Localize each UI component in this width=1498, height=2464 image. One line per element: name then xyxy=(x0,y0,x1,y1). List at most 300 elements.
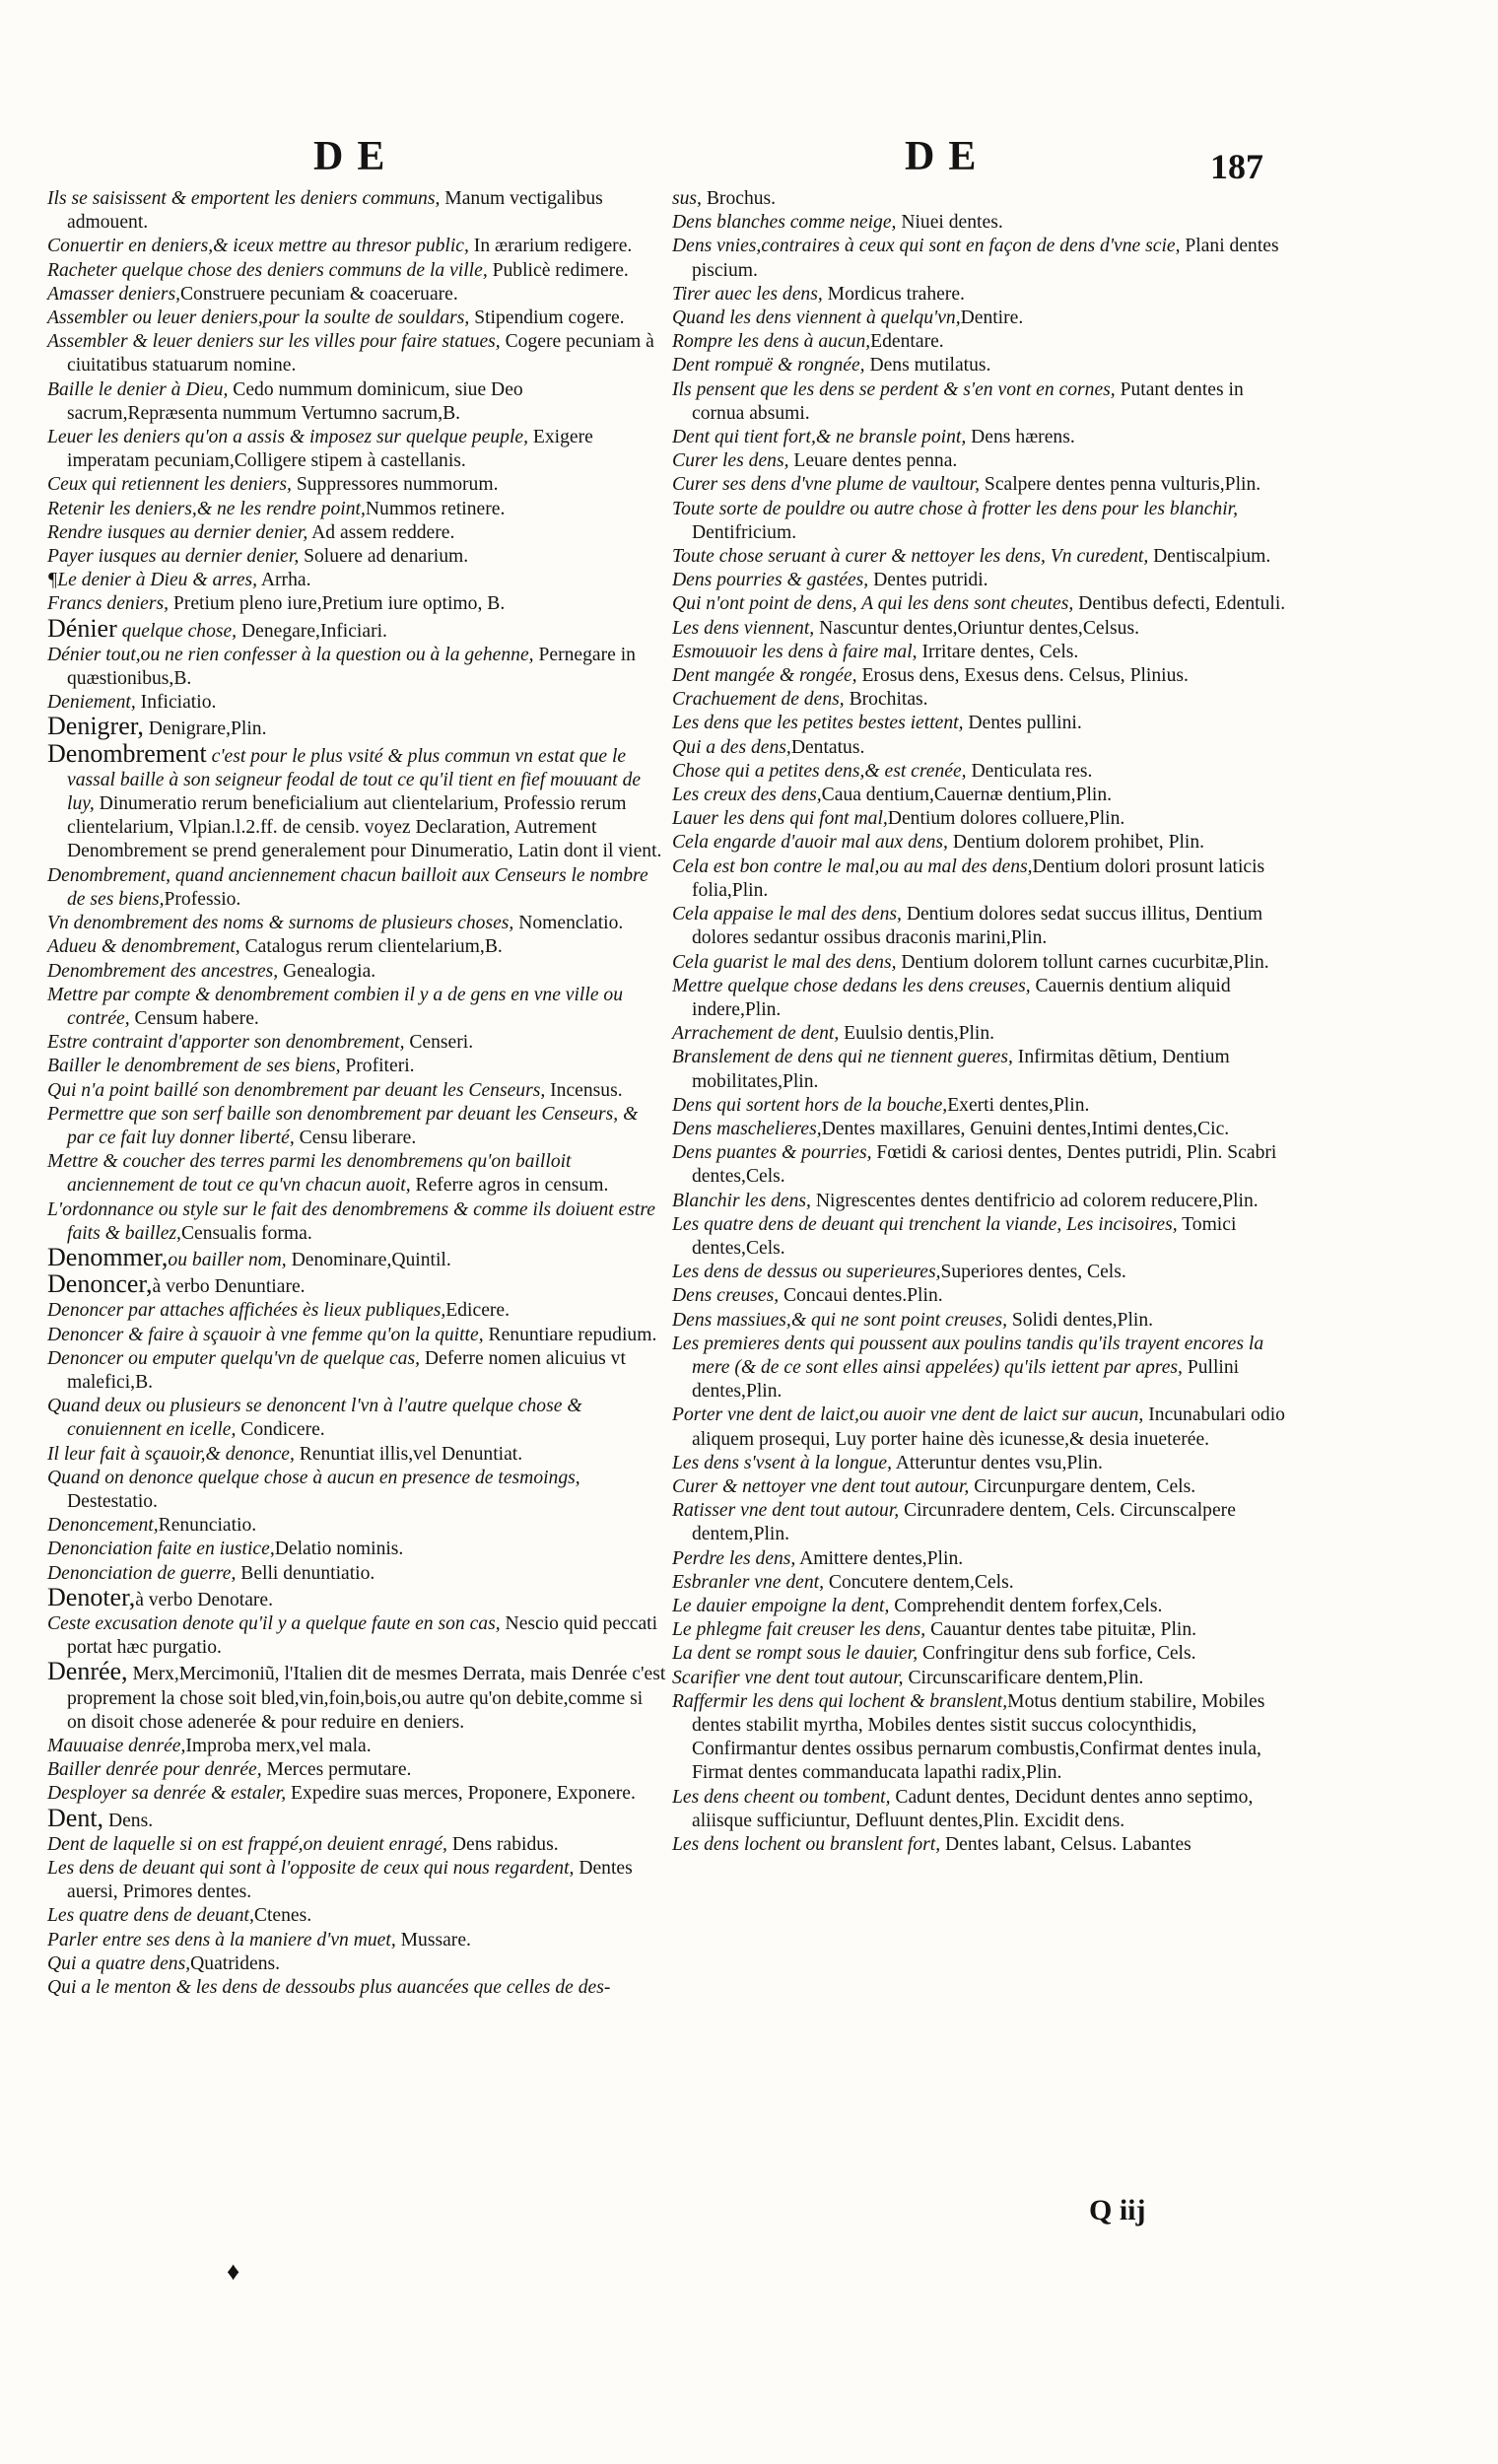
dictionary-entry xyxy=(47,1582,666,1612)
entry-latin: Pernegare in quæstionibus,B. xyxy=(67,644,636,690)
entry-french: Qui a des dens, xyxy=(672,736,791,758)
entry-french: Denoncer ou emputer quelqu'vn de quelque cas, xyxy=(47,1347,420,1369)
dictionary-entry xyxy=(672,784,1295,807)
dictionary-entry xyxy=(672,283,1295,307)
dictionary-entry xyxy=(672,426,1295,449)
dictionary-entry xyxy=(672,641,1295,664)
dictionary-entry xyxy=(47,569,666,592)
entry-french: Esbranler vne dent, xyxy=(672,1571,824,1593)
entry-latin: Exerti dentes,Plin. xyxy=(947,1094,1090,1116)
entry-french: Les dens que les petites bestes iettent, xyxy=(672,713,964,734)
dictionary-entry xyxy=(47,378,666,426)
entry-latin: Motus dentium stabilire, Mobiles dentes stabilit myrtha, Mobiles dentes sistit succus colocynthidis, Confirmantur dentes ossibus pernarum combustis,Confirmat dentes inula, Firmat dentes commanducata lapathi radix,Plin. xyxy=(692,1690,1265,1784)
entry-latin: Ctenes. xyxy=(253,1905,312,1927)
entry-french: Les quatre dens de deuant, xyxy=(47,1905,254,1927)
entry-french: Les dens de dessus ou superieures, xyxy=(672,1262,941,1283)
entry-latin: Fœtidi & cariosi dentes, Dentes putridi, Plin. Scabri dentes,Cels. xyxy=(692,1142,1277,1188)
entry-latin: Superiores dentes, Cels. xyxy=(940,1262,1126,1283)
entry-french: Perdre les dens, xyxy=(672,1547,796,1569)
dictionary-entry xyxy=(47,1242,666,1272)
dictionary-entry xyxy=(47,235,666,258)
entry-french: Denombrement, quand anciennement chacun bailloit aux Censeurs le nombre de ses biens, xyxy=(47,864,648,910)
dictionary-entry xyxy=(672,1618,1295,1642)
dictionary-entry xyxy=(672,235,1295,282)
dictionary-entry xyxy=(47,935,666,959)
entry-latin: Dentibus defecti, Edentuli. xyxy=(1073,593,1286,615)
entry-latin: Dentes auersi, Primores dentes. xyxy=(67,1858,633,1903)
entry-latin: à verbo Denotare. xyxy=(135,1589,274,1610)
dictionary-entry xyxy=(672,307,1295,330)
entry-latin: Renuntiare repudium. xyxy=(483,1324,657,1345)
dictionary-entry xyxy=(47,1562,666,1586)
dictionary-entry xyxy=(47,644,666,691)
dictionary-entry xyxy=(672,1667,1295,1690)
entry-latin: Censum habere. xyxy=(129,1007,259,1029)
entry-latin: Nescio quid peccati portat hæc purgatio. xyxy=(67,1612,658,1659)
dictionary-entry xyxy=(47,1538,666,1561)
dictionary-entry xyxy=(672,354,1295,377)
entry-french: Les quatre dens de deuant qui trenchent la viande, Les incisoires, xyxy=(672,1213,1178,1235)
dictionary-entry xyxy=(47,1150,666,1198)
dictionary-entry xyxy=(47,1904,666,1928)
entry-latin: Dentes pullini. xyxy=(963,713,1082,734)
dictionary-entry xyxy=(47,1079,666,1103)
entry-french: Denoncement, xyxy=(47,1515,159,1537)
entry-latin: In ærarium redigere. xyxy=(468,236,633,257)
entry-latin: Denigrare,Plin. xyxy=(143,719,267,740)
entry-french: Payer iusques au dernier denier, xyxy=(47,546,300,568)
entry-latin: Infirmitas dẽtium, Dentium mobilitates,Plin. xyxy=(692,1047,1230,1092)
entry-french: Dens massiues,& qui ne sont point creuses, xyxy=(672,1309,1007,1331)
entry-french: Blanchir les dens, xyxy=(672,1190,811,1211)
entry-latin: Publicè redimere. xyxy=(487,259,629,281)
entry-latin: Denticulata res. xyxy=(966,760,1093,782)
entry-french: Cela est bon contre le mal,ou au mal des dens, xyxy=(672,856,1033,877)
entry-french: Dénier tout,ou ne rien confesser à la question ou à la gehenne, xyxy=(47,644,534,665)
entry-latin: Circunscarificare dentem,Plin. xyxy=(903,1667,1144,1688)
entry-latin: Dentiscalpium. xyxy=(1148,546,1271,568)
dictionary-entry xyxy=(672,449,1295,473)
entry-latin: Improba merx,vel mala. xyxy=(185,1736,372,1756)
entry-latin: Pullini dentes,Plin. xyxy=(692,1356,1240,1403)
dictionary-entry xyxy=(672,545,1295,569)
dictionary-entry xyxy=(672,1642,1295,1666)
dictionary-entry xyxy=(47,738,666,864)
dictionary-entry xyxy=(47,1612,666,1660)
entry-latin: Dens mutilatus. xyxy=(864,355,991,376)
entry-latin: Solidi dentes,Plin. xyxy=(1006,1309,1154,1331)
entry-french: quelque chose, xyxy=(116,620,238,642)
dictionary-entry xyxy=(672,1403,1295,1451)
dictionary-entry xyxy=(672,1833,1295,1857)
dictionary-entry xyxy=(47,1929,666,1952)
entry-french: Vn denombrement des noms & surnoms de plusieurs choses, xyxy=(47,913,514,934)
entry-french: Mettre par compte & denombrement combien il y a de gens en vne ville ou contrée, xyxy=(47,984,624,1029)
entry-french: c'est pour le plus vsité & plus commun vn estat que le vassal baille à son seigneur feodal de tout ce qu'il tient en fief mouuant de luy, xyxy=(67,745,642,815)
dictionary-entry xyxy=(47,1857,666,1904)
dictionary-entry xyxy=(672,807,1295,831)
entry-latin: Dinumeratio rerum beneficialium aut clientelarium, Professio rerum clientelarium, Vlpian.l.2.ff. de censib. voyez Declaration, Autrement Denombrement se prend generalement pour Dinumeratio, Latin dont il vient. xyxy=(67,793,662,862)
entry-french: Dens maschelieres, xyxy=(672,1118,822,1139)
entry-latin: Dentium dolorem prohibet, Plin. xyxy=(947,832,1205,854)
entry-latin: Nascuntur dentes,Oriuntur dentes,Celsus. xyxy=(814,617,1139,639)
dictionary-entry xyxy=(672,736,1295,760)
dictionary-entry xyxy=(672,688,1295,712)
entry-latin: Tomici dentes,Cels. xyxy=(692,1213,1237,1259)
dictionary-entry xyxy=(672,951,1295,975)
entry-latin: Erosus dens, Exesus dens. Celsus, Plinius. xyxy=(856,665,1189,687)
dictionary-entry xyxy=(672,1475,1295,1499)
entry-french: Mauuaise denrée, xyxy=(47,1736,186,1756)
dictionary-entry xyxy=(672,187,1295,211)
entry-french: Leuer les deniers qu'on a assis & imposez sur quelque peuple, xyxy=(47,427,529,448)
entry-french: Dens puantes & pourries, xyxy=(672,1142,872,1164)
entry-latin: Dens hærens. xyxy=(966,427,1075,448)
entry-french: Racheter quelque chose des deniers communs de la ville, xyxy=(47,259,488,281)
entry-latin: Dentire. xyxy=(960,308,1024,329)
entry-latin: Brochus. xyxy=(701,188,777,209)
entry-french: Qui a quatre dens, xyxy=(47,1952,191,1974)
entry-french: Qui n'ont point de dens, A qui les dens sont cheutes, xyxy=(672,593,1074,615)
entry-latin: Delatio nominis. xyxy=(274,1539,404,1560)
dictionary-entry xyxy=(672,1786,1295,1833)
left-column xyxy=(47,187,666,2000)
entry-latin: Niuei dentes. xyxy=(896,212,1003,234)
entry-latin: Quatridens. xyxy=(190,1952,281,1974)
entry-latin: Scalpere dentes penna vulturis,Plin. xyxy=(980,474,1261,496)
entry-latin: Merx,Mercimoniũ, l'Italien dit de mesmes Derrata, mais Denrée c'est proprement la chose soit bled,vin,foin,bois,ou autre qu'on debite,comme si on disoit chose adenerée & pour reduire en deniers. xyxy=(67,1664,666,1733)
dictionary-entry xyxy=(47,1347,666,1395)
entry-french: Quand on denonce quelque chose à aucun en presence de tesmoings, xyxy=(47,1467,580,1488)
entry-latin: Dentium dolores colluere,Plin. xyxy=(887,808,1125,830)
dictionary-entry xyxy=(47,613,666,644)
entry-latin: Euulsio dentis,Plin. xyxy=(839,1023,995,1045)
entry-latin: Pretium pleno iure,Pretium iure optimo, B. xyxy=(169,593,506,615)
entry-latin: Renuntiat illis,vel Denuntiat. xyxy=(294,1443,523,1465)
entry-latin: Construere pecuniam & coaceruare. xyxy=(179,283,458,305)
entry-french: Les dens lochent ou branslent fort, xyxy=(672,1834,941,1856)
dictionary-entry xyxy=(672,975,1295,1022)
entry-french: Les dens de deuant qui sont à l'opposite de ceux qui nous regardent, xyxy=(47,1858,575,1880)
entry-french: Denombrement des ancestres, xyxy=(47,960,279,982)
dictionary-entry xyxy=(672,569,1295,592)
entry-french: Ils pensent que les dens se perdent & s'en vont en cornes, xyxy=(672,378,1116,400)
dictionary-entry xyxy=(47,1443,666,1467)
entry-latin: Dentes labant, Celsus. Labantes xyxy=(940,1834,1192,1856)
entry-french: Estre contraint d'apporter son denombrement, xyxy=(47,1032,405,1054)
entry-french: Dens qui sortent hors de la bouche, xyxy=(672,1094,948,1116)
dictionary-entry xyxy=(47,1803,666,1833)
entry-latin: Referre agros in censum. xyxy=(410,1175,609,1197)
entry-french: Bailler le denombrement de ses biens, xyxy=(47,1056,341,1077)
entry-latin: Soluere ad denarium. xyxy=(299,546,469,568)
dictionary-entry xyxy=(47,1055,666,1078)
dictionary-entry xyxy=(672,1452,1295,1475)
entry-latin: Dentifricium. xyxy=(692,521,797,543)
entry-latin: Dentes putridi. xyxy=(868,570,988,591)
entry-latin: Circunpurgare dentem, Cels. xyxy=(969,1475,1196,1497)
entry-french: Curer ses dens d'vne plume de vaultour, xyxy=(672,474,981,496)
entry-headword-large: Dent, xyxy=(47,1803,104,1832)
entry-latin: Plani dentes piscium. xyxy=(692,236,1279,281)
entry-french: Ceux qui retiennent les deniers, xyxy=(47,474,292,496)
entry-latin: Cadunt dentes, Decidunt dentes anno septimo, aliisque sufficiuntur, Defluunt dentes,Plin. Excidit dens. xyxy=(692,1786,1254,1831)
entry-french: Retenir les deniers,& ne les rendre point, xyxy=(47,498,366,519)
dictionary-entry xyxy=(47,283,666,307)
dictionary-entry xyxy=(672,1595,1295,1618)
entry-french: Mettre & coucher des terres parmi les denombremens qu'on bailloit anciennement de tout ce qu'vn chacun auoit, xyxy=(47,1151,572,1197)
entry-french: ¶Le denier à Dieu & arres, xyxy=(47,570,258,591)
entry-french: Le phlegme fait creuser les dens, xyxy=(672,1619,926,1641)
entry-french: Qui n'a point baillé son denombrement par deuant les Censeurs, xyxy=(47,1079,546,1101)
entry-french: Les dens cheent ou tombent, xyxy=(672,1786,891,1808)
entry-latin: Denegare,Inficiari. xyxy=(237,620,387,642)
entry-latin: Destestatio. xyxy=(67,1490,158,1512)
dictionary-entry xyxy=(47,1782,666,1806)
entry-french: Denonciation de guerre, xyxy=(47,1562,237,1584)
entry-latin: Dentatus. xyxy=(790,736,865,758)
dictionary-entry xyxy=(672,856,1295,903)
entry-latin: Incunabulari odio aliquem prosequi, Luy porter haine dès icunesse,& desia inueterée. xyxy=(692,1404,1285,1450)
dictionary-entry xyxy=(47,1269,666,1299)
entry-latin: à verbo Denuntiare. xyxy=(152,1276,306,1298)
dictionary-entry xyxy=(672,712,1295,735)
entry-latin: Exigere imperatam pecuniam,Colligere stipem à castellanis. xyxy=(67,427,593,472)
dictionary-entry xyxy=(47,1299,666,1323)
dictionary-entry xyxy=(47,307,666,330)
entry-latin: Mordicus trahere. xyxy=(822,283,965,305)
dictionary-entry xyxy=(47,1976,666,2000)
entry-latin: Atteruntur dentes vsu,Plin. xyxy=(891,1452,1103,1473)
dictionary-entry xyxy=(47,187,666,235)
entry-latin: Brochitas. xyxy=(844,689,928,711)
entry-latin: Nomenclatio. xyxy=(513,913,624,934)
entry-french: Baille le denier à Dieu, xyxy=(47,378,229,400)
entry-french: Les dens s'vsent à la longue, xyxy=(672,1452,892,1473)
entry-latin: Ad assem reddere. xyxy=(307,521,455,543)
entry-french: Assembler ou leuer deniers,pour la soulte de souldars, xyxy=(47,308,470,329)
dictionary-entry xyxy=(672,330,1295,354)
entry-latin: Suppressores nummorum. xyxy=(291,474,499,496)
entry-french: Adueu & denombrement, xyxy=(47,936,240,958)
entry-latin: Belli denuntiatio. xyxy=(236,1562,375,1584)
entry-latin: Incensus. xyxy=(545,1079,623,1101)
dictionary-entry xyxy=(672,1118,1295,1141)
entry-french: Mettre quelque chose dedans les dens creuses, xyxy=(672,975,1031,996)
dictionary-entry xyxy=(672,1333,1295,1404)
entry-latin: Genealogia. xyxy=(278,960,376,982)
entry-latin: Denominare,Quintil. xyxy=(286,1249,451,1270)
entry-french: Ratisser vne dent tout autour, xyxy=(672,1500,900,1522)
dictionary-entry xyxy=(47,1833,666,1857)
printer-signature: Q iij xyxy=(1089,2194,1146,2226)
dictionary-entry xyxy=(47,712,666,741)
entry-latin: Circunradere dentem, Cels. Circunscalpere dentem,Plin. xyxy=(692,1500,1236,1545)
entry-latin: Edentare. xyxy=(870,331,944,353)
entry-latin: Merces permutare. xyxy=(261,1759,412,1781)
dictionary-entry xyxy=(47,330,666,377)
entry-french: Deniement, xyxy=(47,692,136,714)
entry-french: Rompre les dens à aucun, xyxy=(672,331,871,353)
entry-french: Dens pourries & gastées, xyxy=(672,570,869,591)
dictionary-entry xyxy=(47,1467,666,1514)
entry-french: Raffermir les dens qui lochent & branslent, xyxy=(672,1690,1008,1712)
entry-latin: Dentes maxillares, Genuini dentes,Intimi dentes,Cic. xyxy=(821,1118,1230,1139)
dictionary-entry xyxy=(672,1190,1295,1213)
entry-latin: Concutere dentem,Cels. xyxy=(824,1571,1014,1593)
dictionary-entry xyxy=(672,498,1295,545)
dictionary-entry xyxy=(672,1309,1295,1333)
entry-french: Amasser deniers, xyxy=(47,283,180,305)
dictionary-entry xyxy=(47,1031,666,1055)
entry-french: Scarifier vne dent tout autour, xyxy=(672,1667,904,1688)
dictionary-entry xyxy=(672,1261,1295,1284)
entry-french: La dent se rompt sous le dauier, xyxy=(672,1643,919,1665)
entry-latin: Dentium dolorem tollunt carnes cucurbitæ,Plin. xyxy=(896,951,1269,973)
entry-latin: Cauantur dentes tabe pituitæ, Plin. xyxy=(925,1619,1197,1641)
entry-french: Dent qui tient fort,& ne bransle point, xyxy=(672,427,967,448)
dictionary-entry xyxy=(672,617,1295,641)
entry-french: Assembler & leuer deniers sur les villes pour faire statues, xyxy=(47,331,501,353)
dictionary-entry xyxy=(47,545,666,569)
entry-latin: Stipendium cogere. xyxy=(469,308,625,329)
dictionary-entry xyxy=(47,1758,666,1782)
entry-headword-large: Dénier xyxy=(47,613,117,643)
entry-french: Parler entre ses dens à la maniere d'vn muet, xyxy=(47,1929,396,1951)
entry-french: Ceste excusation denote qu'il y a quelque faute en son cas, xyxy=(47,1612,501,1634)
dictionary-entry xyxy=(672,473,1295,497)
entry-latin: Confringitur dens sub forfice, Cels. xyxy=(918,1643,1196,1665)
dictionary-entry xyxy=(672,903,1295,950)
entry-french: Dent mangée & rongée, xyxy=(672,665,857,687)
dictionary-entry xyxy=(47,864,666,912)
entry-french: Curer & nettoyer vne dent tout autour, xyxy=(672,1475,970,1497)
dictionary-entry xyxy=(672,831,1295,855)
entry-french: Toute sorte de pouldre ou autre chose à frotter les dens pour les blanchir, xyxy=(672,498,1238,519)
entry-french: Rendre iusques au dernier denier, xyxy=(47,521,308,543)
entry-french: Il leur fait à sçauoir,& denonce, xyxy=(47,1443,295,1465)
entry-french: Arrachement de dent, xyxy=(672,1023,840,1045)
entry-french: ou bailler nom, xyxy=(168,1249,287,1270)
entry-french: L'ordonnance ou style sur le fait des denombremens & comme ils doiuent estre faits & baillez, xyxy=(47,1198,655,1244)
dictionary-entry xyxy=(672,1571,1295,1595)
entry-french: Dent rompuë & rongnée, xyxy=(672,355,865,376)
entry-latin: Concaui dentes.Plin. xyxy=(779,1285,943,1307)
dictionary-entry xyxy=(47,259,666,283)
entry-french: Lauer les dens qui font mal, xyxy=(672,808,888,830)
entry-latin: Leuare dentes penna. xyxy=(788,450,958,472)
dictionary-entry xyxy=(47,1952,666,1976)
dictionary-entry xyxy=(672,1046,1295,1093)
right-column xyxy=(672,187,1295,1857)
entry-french: Dens creuses, xyxy=(672,1285,780,1307)
entry-latin: Deferre nomen alicuius vt malefici,B. xyxy=(67,1347,626,1393)
entry-latin: Irritare dentes, Cels. xyxy=(917,641,1079,662)
entry-latin: Dens rabidus. xyxy=(446,1833,559,1855)
entry-latin: Arrha. xyxy=(257,570,311,591)
entry-latin: Expedire suas merces, Proponere, Exponere. xyxy=(286,1783,636,1805)
entry-french: Qui a le menton & les dens de dessoubs plus auancées que celles de des- xyxy=(47,1977,611,1999)
entry-latin: Censeri. xyxy=(404,1032,474,1054)
entry-headword-large: Denoter, xyxy=(47,1582,136,1611)
printer-mark: ♦ xyxy=(227,2257,240,2286)
dictionary-entry xyxy=(47,1324,666,1347)
entry-french: Denoncer & faire à sçauoir à vne femme qu'on la quitte, xyxy=(47,1324,484,1345)
entry-latin: Censualis forma. xyxy=(180,1222,312,1244)
entry-french: Branslement de dens qui ne tiennent gueres, xyxy=(672,1047,1013,1068)
entry-french: Dens vnies,contraires à ceux qui sont en façon de dens d'vne scie, xyxy=(672,236,1181,257)
entry-latin: Nigrescentes dentes dentifricio ad colorem reducere,Plin. xyxy=(810,1190,1259,1211)
entry-french: Les premieres dents qui poussent aux poulins tandis qu'ils trayent encores la mere (& de ce sont elles ainsi appelées) qu'ils iettent par apres, xyxy=(672,1333,1264,1378)
entry-latin: Condicere. xyxy=(236,1419,325,1441)
entry-latin: Amittere dentes,Plin. xyxy=(795,1547,964,1569)
entry-french: Crachuement de dens, xyxy=(672,689,845,711)
dictionary-entry xyxy=(47,912,666,935)
entry-latin: Catalogus rerum clientelarium,B. xyxy=(239,936,503,958)
dictionary-entry xyxy=(47,1103,666,1150)
entry-french: Conuertir en deniers,& iceux mettre au thresor public, xyxy=(47,236,469,257)
entry-french: Toute chose seruant à curer & nettoyer les dens, Vn curedent, xyxy=(672,546,1149,568)
dictionary-entry xyxy=(672,664,1295,688)
entry-french: Le dauier empoigne la dent, xyxy=(672,1595,890,1616)
entry-french: Cela guarist le mal des dens, xyxy=(672,951,897,973)
dictionary-entry xyxy=(672,378,1295,426)
dictionary-entry xyxy=(672,1094,1295,1118)
entry-headword-large: Denommer, xyxy=(47,1242,169,1271)
entry-french: Dent de laquelle si on est frappé,on deuient enragé, xyxy=(47,1833,447,1855)
entry-french: Francs deniers, xyxy=(47,593,169,615)
dictionary-entry xyxy=(672,211,1295,235)
entry-french: Ils se saisissent & emportent les deniers communs, xyxy=(47,188,441,209)
entry-french: Chose qui a petites dens,& est crenée, xyxy=(672,760,967,782)
entry-french: Dens blanches comme neige, xyxy=(672,212,897,234)
dictionary-entry xyxy=(47,592,666,616)
running-head-right: DE xyxy=(905,134,990,179)
dictionary-entry xyxy=(47,498,666,521)
entry-headword-large: Denrée, xyxy=(47,1657,128,1686)
entry-latin: Censu liberare. xyxy=(294,1127,417,1148)
entry-french: Les dens viennent, xyxy=(672,617,815,639)
dictionary-entry xyxy=(47,960,666,984)
entry-french: Curer les dens, xyxy=(672,450,789,472)
entry-latin: Caua dentium,Cauernæ dentium,Plin. xyxy=(821,785,1113,806)
dictionary-entry xyxy=(47,426,666,473)
dictionary-entry xyxy=(47,984,666,1031)
entry-latin: Manum vectigalibus admouent. xyxy=(67,188,603,234)
entry-french: Cela engarde d'auoir mal aux dens, xyxy=(672,832,948,854)
entry-latin: Inficiatio. xyxy=(135,692,217,714)
entry-french: Porter vne dent de laict,ou auoir vne dent de laict sur aucun, xyxy=(672,1404,1144,1426)
entry-latin: Cedo nummum dominicum, siue Deo sacrum,Repræsenta nummum Vertumno sacrum,B. xyxy=(67,378,523,424)
page-number: 187 xyxy=(1210,147,1263,186)
dictionary-entry xyxy=(47,473,666,497)
dictionary-entry xyxy=(47,1735,666,1758)
dictionary-entry xyxy=(47,1657,666,1735)
dictionary-entry xyxy=(672,1499,1295,1546)
dictionary-entry xyxy=(672,1213,1295,1261)
dictionary-entry xyxy=(47,1395,666,1442)
dictionary-entry xyxy=(672,760,1295,784)
entry-french: Bailler denrée pour denrée, xyxy=(47,1759,262,1781)
entry-headword-large: Denoncer, xyxy=(47,1269,153,1299)
entry-latin: Mussare. xyxy=(395,1929,471,1951)
entry-french: Desployer sa denrée & estaler, xyxy=(47,1783,287,1805)
entry-french: Les creux des dens, xyxy=(672,785,822,806)
entry-latin: Profiteri. xyxy=(340,1056,415,1077)
entry-french: Denonciation faite en iustice, xyxy=(47,1539,275,1560)
entry-french: Permettre que son serf baille son denombrement par deuant les Censeurs, & par ce fait luy donner liberté, xyxy=(47,1103,639,1148)
dictionary-entry xyxy=(47,521,666,545)
